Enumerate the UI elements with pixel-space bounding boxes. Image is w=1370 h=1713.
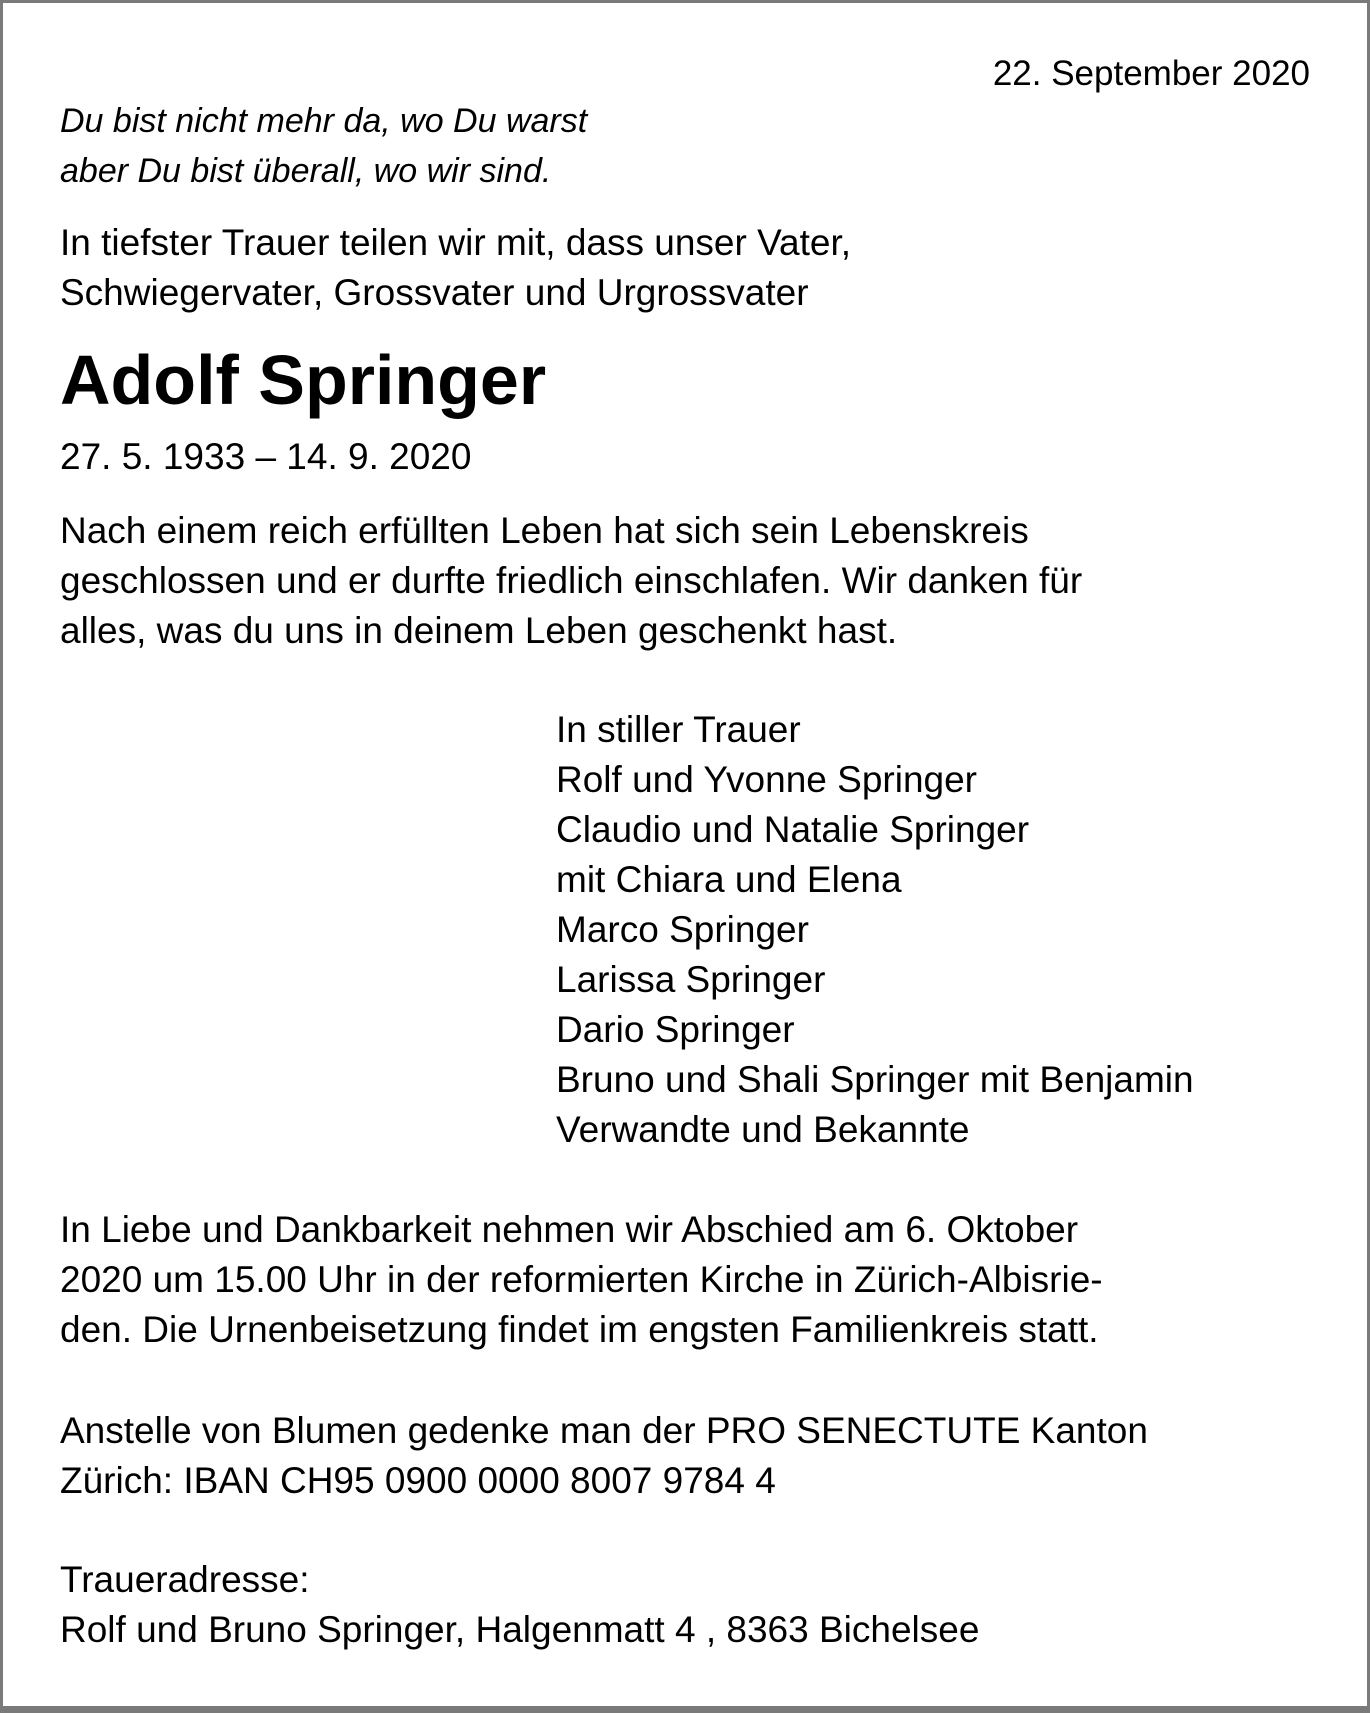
deceased-name: Adolf Springer — [60, 341, 547, 419]
farewell-line: In Liebe und Dankbarkeit nehmen wir Abschied am 6. Oktober — [60, 1209, 1079, 1250]
tribute-line: Nach einem reich erfüllten Leben hat sich sein Lebenskreis — [60, 510, 1029, 551]
mourner-line: Claudio und Natalie Springer — [556, 809, 1030, 850]
intro-line: Schwiegervater, Grossvater und Urgrossvater — [60, 272, 809, 313]
farewell-line: den. Die Urnenbeisetzung findet im engsten Familienkreis statt. — [60, 1309, 1099, 1350]
mourner-line: Rolf und Yvonne Springer — [556, 759, 978, 800]
intro-line: In tiefster Trauer teilen wir mit, dass unser Vater, — [60, 222, 852, 263]
donation-info — [60, 1406, 1148, 1506]
mourners-list — [556, 705, 1194, 1155]
tribute-line: geschlossen und er durfte friedlich einschlafen. Wir danken für — [60, 560, 1083, 601]
publication-date: 22. September 2020 — [992, 54, 1310, 93]
tribute-line: alles, was du uns in deinem Leben geschenkt hast. — [60, 610, 898, 651]
donation-line: Zürich: IBAN CH95 0900 0000 8007 9784 4 — [60, 1460, 776, 1501]
mourner-line: mit Chiara und Elena — [556, 859, 902, 900]
mourner-line: Dario Springer — [556, 1009, 795, 1050]
intro — [60, 218, 851, 318]
mourner-line: In stiller Trauer — [556, 709, 801, 750]
motto — [60, 96, 587, 196]
farewell-line: 2020 um 15.00 Uhr in der reformierten Kirche in Zürich-Albisrie- — [60, 1259, 1103, 1300]
donation-line: Anstelle von Blumen gedenke man der PRO SENECTUTE Kanton — [60, 1410, 1148, 1451]
mourner-line: Verwandte und Bekannte — [556, 1109, 970, 1150]
mourner-line: Larissa Springer — [556, 959, 826, 1000]
mourner-line: Bruno und Shali Springer mit Benjamin — [556, 1059, 1194, 1100]
address-label: Traueradresse: — [60, 1559, 310, 1600]
motto-line: aber Du bist überall, wo wir sind. — [60, 152, 552, 190]
farewell-info — [60, 1205, 1103, 1355]
mourner-line: Marco Springer — [556, 909, 809, 950]
life-dates: 27. 5. 1933 – 14. 9. 2020 — [60, 436, 472, 477]
motto-line: Du bist nicht mehr da, wo Du warst — [60, 102, 588, 140]
tribute — [60, 506, 1082, 656]
mourning-address — [60, 1555, 979, 1655]
address-line: Rolf und Bruno Springer, Halgenmatt 4 , 8363 Bichelsee — [60, 1609, 980, 1650]
